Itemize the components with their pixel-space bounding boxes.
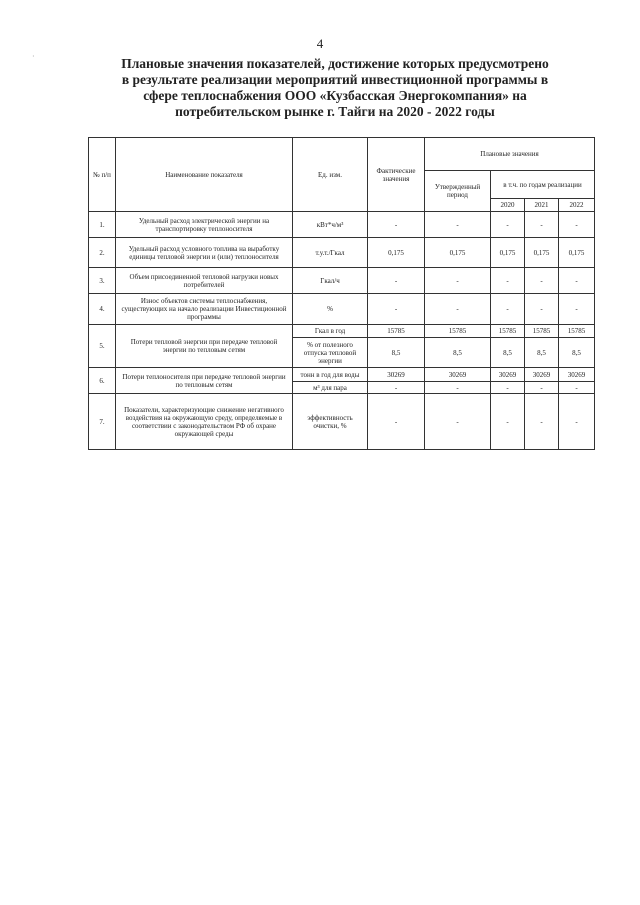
row-name: Потери тепловой энергии при передаче тепловой энергии по тепловым сетям <box>116 325 293 368</box>
table-row <box>89 394 595 450</box>
row-2022: - <box>559 294 595 325</box>
title-line: в результате реализации мероприятий инвестиционной программы в <box>121 72 549 87</box>
row-2020: - <box>491 212 525 238</box>
row-num: 4. <box>89 294 116 325</box>
row-actual: - <box>368 382 425 394</box>
row-num: 3. <box>89 268 116 294</box>
row-num: 2. <box>89 238 116 268</box>
table-row <box>89 325 595 338</box>
row-2022: - <box>559 394 595 450</box>
row-num: 7. <box>89 394 116 450</box>
header-year-2020: 2020 <box>491 199 525 212</box>
table-row <box>89 294 595 325</box>
row-approved: 8,5 <box>425 338 491 368</box>
row-2022: - <box>559 212 595 238</box>
row-2022: - <box>559 268 595 294</box>
row-2020: - <box>491 294 525 325</box>
row-approved: - <box>425 394 491 450</box>
scan-speck: · <box>32 52 35 61</box>
header-unit: Ед. изм. <box>293 138 368 212</box>
row-num: 5. <box>89 325 116 368</box>
row-2022: 0,175 <box>559 238 595 268</box>
row-approved: - <box>425 294 491 325</box>
header-planned: Плановые значения <box>425 138 595 171</box>
row-approved: - <box>425 268 491 294</box>
title-line: Плановые значения показателей, достижение которых предусмотрено <box>121 56 549 71</box>
row-2021: 8,5 <box>525 338 559 368</box>
row-2021: 15785 <box>525 325 559 338</box>
header-approved: Утвержденный период <box>425 171 491 212</box>
row-2021: - <box>525 394 559 450</box>
row-actual: 30269 <box>368 368 425 382</box>
row-2020: 0,175 <box>491 238 525 268</box>
row-unit: м³ для пара <box>293 382 368 394</box>
row-2020: - <box>491 382 525 394</box>
row-2021: 30269 <box>525 368 559 382</box>
table-row <box>89 238 595 268</box>
row-unit: тонн в год для воды <box>293 368 368 382</box>
table-row <box>89 212 595 238</box>
header-name: Наименование показателя <box>116 138 293 212</box>
row-unit: Гкал в год <box>293 325 368 338</box>
row-name: Объем присоединенной тепловой нагрузки новых потребителей <box>116 268 293 294</box>
row-actual: - <box>368 212 425 238</box>
title-line: потребительском рынке г. Тайги на 2020 - 2022 годы <box>175 104 495 119</box>
row-approved: - <box>425 382 491 394</box>
row-2022: 30269 <box>559 368 595 382</box>
header-num: № п/п <box>89 138 116 212</box>
row-name: Удельный расход условного топлива на выработку единицы тепловой энергии и (или) теплоносителя <box>116 238 293 268</box>
row-2022: - <box>559 382 595 394</box>
row-approved: 15785 <box>425 325 491 338</box>
row-unit: % от полезного отпуска тепловой энергии <box>293 338 368 368</box>
row-2020: 8,5 <box>491 338 525 368</box>
row-2021: - <box>525 212 559 238</box>
header-year-2022: 2022 <box>559 199 595 212</box>
row-approved: - <box>425 212 491 238</box>
row-2021: - <box>525 268 559 294</box>
row-2020: - <box>491 268 525 294</box>
row-unit: % <box>293 294 368 325</box>
row-2022: 15785 <box>559 325 595 338</box>
row-approved: 30269 <box>425 368 491 382</box>
row-2021: - <box>525 382 559 394</box>
row-actual: - <box>368 294 425 325</box>
header-by-years: в т.ч. по годам реализации <box>491 171 595 199</box>
row-unit: Гкал/ч <box>293 268 368 294</box>
row-name: Показатели, характеризующие снижение негативного воздействия на окружающую среду, определяемые в соответствии с законодательством РФ об охране окружающей среды <box>116 394 293 450</box>
row-unit: т.у.т./Гкал <box>293 238 368 268</box>
row-unit: эффективность очистки, % <box>293 394 368 450</box>
table-row <box>89 268 595 294</box>
row-actual: - <box>368 268 425 294</box>
row-2022: 8,5 <box>559 338 595 368</box>
row-actual: - <box>368 394 425 450</box>
row-num: 6. <box>89 368 116 394</box>
page-title <box>90 56 580 120</box>
row-actual: 8,5 <box>368 338 425 368</box>
row-name: Потери теплоносителя при передаче тепловой энергии по тепловым сетям <box>116 368 293 394</box>
header-actual: Фактические значения <box>368 138 425 212</box>
row-name: Удельный расход электрической энергии на транспортировку теплоносителя <box>116 212 293 238</box>
indicators-table <box>88 137 595 450</box>
title-line: сфере теплоснабжения ООО «Кузбасская Энергокомпания» на <box>143 88 527 103</box>
row-2020: 30269 <box>491 368 525 382</box>
row-2021: - <box>525 294 559 325</box>
page-number: 4 <box>316 36 324 51</box>
row-num: 1. <box>89 212 116 238</box>
row-actual: 0,175 <box>368 238 425 268</box>
row-actual: 15785 <box>368 325 425 338</box>
row-unit: кВт*ч/м³ <box>293 212 368 238</box>
row-approved: 0,175 <box>425 238 491 268</box>
header-year-2021: 2021 <box>525 199 559 212</box>
table-row <box>89 368 595 382</box>
row-2021: 0,175 <box>525 238 559 268</box>
row-2020: 15785 <box>491 325 525 338</box>
row-name: Износ объектов системы теплоснабжения, существующих на начало реализации Инвестиционной программы <box>116 294 293 325</box>
row-2020: - <box>491 394 525 450</box>
